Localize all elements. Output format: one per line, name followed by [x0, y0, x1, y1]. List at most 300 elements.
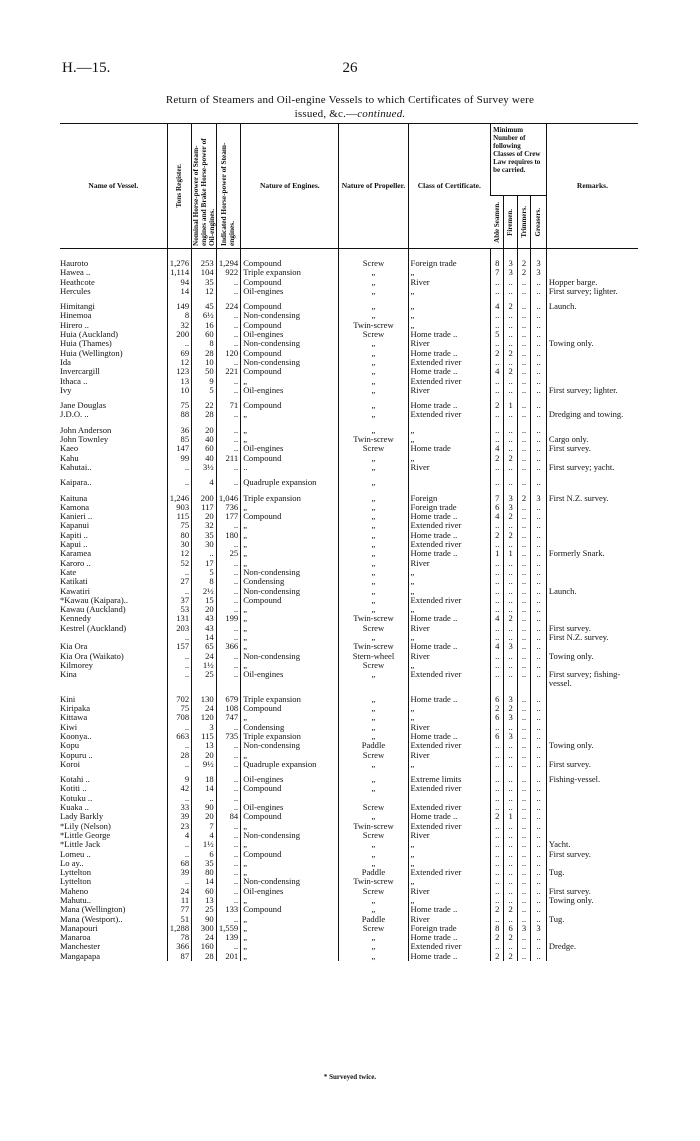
table-cell: „	[339, 377, 408, 386]
table-cell: ..	[531, 831, 547, 840]
table-cell: „	[408, 311, 491, 320]
table-body	[60, 249, 638, 962]
table-cell: Oil-engines	[241, 287, 339, 296]
table-cell: 157	[167, 642, 192, 651]
table-cell: ..	[216, 670, 241, 689]
table-cell: 199	[216, 614, 241, 623]
table-cell: Oil-engines	[241, 670, 339, 689]
table-cell: ..	[504, 661, 517, 670]
table-cell: 1,294	[216, 249, 241, 269]
table-row	[60, 624, 638, 633]
table-cell: ..	[531, 278, 547, 287]
table-cell: Kittawa	[60, 713, 88, 723]
table-cell: Towing only.	[546, 896, 638, 905]
table-cell	[546, 822, 638, 831]
table-cell: Hinemoa	[60, 311, 92, 321]
table-cell: „	[408, 713, 491, 722]
table-cell: 12	[167, 358, 192, 367]
table-cell	[546, 794, 638, 803]
table-cell	[546, 924, 638, 933]
table-cell: ..	[491, 358, 504, 367]
table-cell: ..	[531, 531, 547, 540]
table-cell: 1½	[192, 661, 217, 670]
table-cell: ..	[491, 751, 504, 760]
table-cell: Compound	[241, 401, 339, 410]
table-cell: 1	[504, 401, 517, 410]
table-cell: ..	[216, 596, 241, 605]
table-cell: ..	[491, 435, 504, 444]
table-cell: 45	[192, 302, 217, 311]
table-cell: „	[241, 713, 339, 722]
table-cell: First survey.	[546, 444, 638, 453]
table-cell: 2	[491, 401, 504, 410]
table-row	[60, 896, 638, 905]
table-cell: Manchester	[60, 942, 101, 952]
table-cell: 32	[167, 321, 192, 330]
table-cell	[546, 713, 638, 722]
table-cell: ..	[504, 287, 517, 296]
table-cell: „	[339, 784, 408, 793]
table-cell: 10	[192, 358, 217, 367]
table-cell: 43	[192, 624, 217, 633]
table-cell: Home trade ..	[408, 330, 491, 339]
table-cell: Non-condensing	[241, 831, 339, 840]
table-row	[60, 540, 638, 549]
table-cell: ..	[491, 723, 504, 732]
table-cell: River	[408, 559, 491, 568]
table-cell: Kapanui	[60, 521, 90, 531]
table-cell: ..	[517, 859, 530, 868]
table-cell: Kotiti ..	[60, 784, 87, 794]
table-cell: 6	[491, 732, 504, 741]
table-cell: *Little George	[60, 830, 111, 840]
table-cell: ..	[517, 713, 530, 722]
table-cell	[546, 605, 638, 614]
table-cell: „	[408, 859, 491, 868]
table-cell: ..	[504, 386, 517, 395]
table-cell: „	[241, 549, 339, 558]
table-cell: ..	[517, 549, 530, 558]
table-cell: 1½	[192, 840, 217, 849]
page-header	[62, 60, 638, 80]
table-cell: 2	[491, 531, 504, 540]
table-cell: ..	[167, 652, 192, 661]
table-cell: 3	[531, 494, 547, 503]
table-cell: Kotuku ..	[60, 793, 93, 803]
table-cell: ..	[216, 568, 241, 577]
table-cell: „	[339, 732, 408, 741]
table-cell: Formerly Snark.	[546, 549, 638, 558]
table-cell: 60	[192, 330, 217, 339]
table-cell: 12	[192, 287, 217, 296]
table-cell: Home trade	[408, 444, 491, 453]
table-cell	[546, 478, 638, 487]
table-cell: John Anderson	[60, 425, 112, 435]
table-cell: 3	[504, 503, 517, 512]
table-cell: ..	[531, 840, 547, 849]
table-cell: Non-condensing	[241, 587, 339, 596]
table-cell: ..	[531, 435, 547, 444]
table-cell: Hauroto	[60, 258, 89, 268]
table-cell: 6	[504, 924, 517, 933]
table-cell: 60	[192, 887, 217, 896]
table-cell: ..	[504, 568, 517, 577]
table-row	[60, 614, 638, 623]
table-cell: Non-condensing	[241, 877, 339, 886]
table-row	[60, 367, 638, 376]
table-cell: 3	[504, 732, 517, 741]
table-cell: First N.Z. survey.	[546, 633, 638, 642]
table-cell: ..	[216, 540, 241, 549]
table-cell: ..	[531, 661, 547, 670]
table-cell: 366	[216, 642, 241, 651]
table-cell: Kawatiri	[60, 586, 91, 596]
table-cell	[546, 732, 638, 741]
table-cell: 139	[216, 933, 241, 942]
table-cell: 39	[167, 812, 192, 821]
table-cell: ..	[517, 540, 530, 549]
table-cell: ..	[504, 887, 517, 896]
table-cell	[546, 358, 638, 367]
table-cell: Home trade ..	[408, 732, 491, 741]
table-cell: „	[408, 605, 491, 614]
table-cell: 108	[216, 704, 241, 713]
table-cell: 90	[192, 915, 217, 924]
table-cell: ..	[517, 463, 530, 472]
table-cell: „	[241, 933, 339, 942]
table-cell: „	[339, 521, 408, 530]
table-cell: ..	[517, 367, 530, 376]
table-cell: ..	[491, 568, 504, 577]
table-cell: 12	[167, 549, 192, 558]
table-cell: 180	[216, 531, 241, 540]
table-cell: „	[339, 302, 408, 311]
table-cell: „	[339, 905, 408, 914]
table-cell: ..	[167, 741, 192, 750]
table-cell: ..	[167, 850, 192, 859]
table-cell: ..	[517, 568, 530, 577]
table-cell: 94	[167, 278, 192, 287]
table-row	[60, 549, 638, 558]
table-row	[60, 463, 638, 472]
table-row	[60, 840, 638, 849]
table-cell: Kahutai..	[60, 462, 92, 472]
table-row	[60, 386, 638, 395]
table-cell: „	[241, 859, 339, 868]
table-cell: 28	[192, 952, 217, 961]
table-cell: ..	[504, 896, 517, 905]
table-cell: ..	[531, 339, 547, 348]
table-cell: 28	[167, 751, 192, 760]
col-name: Name of Vessel.	[60, 124, 167, 249]
table-cell: Home trade ..	[408, 349, 491, 358]
table-cell: ..	[517, 349, 530, 358]
table-cell: ..	[504, 463, 517, 472]
table-cell: Kapiti ..	[60, 530, 88, 540]
table-cell: Fishing-vessel.	[546, 775, 638, 784]
table-cell: Kuaka ..	[60, 803, 89, 813]
table-cell: Non-condensing	[241, 358, 339, 367]
table-cell: ..	[531, 760, 547, 769]
table-cell: ..	[517, 695, 530, 704]
table-cell: ..	[517, 840, 530, 849]
table-cell: ..	[531, 386, 547, 395]
table-cell: ..	[531, 311, 547, 320]
table-cell: ..	[517, 751, 530, 760]
table-cell: 149	[167, 302, 192, 311]
table-cell: River	[408, 915, 491, 924]
table-cell: Karamea	[60, 549, 92, 559]
table-cell: ..	[216, 896, 241, 905]
col-propeller: Nature of Propeller.	[339, 124, 408, 249]
table-cell: 3	[531, 268, 547, 277]
table-row	[60, 559, 638, 568]
table-cell: 1	[491, 549, 504, 558]
table-row	[60, 812, 638, 821]
table-cell: Kaeo	[60, 444, 79, 454]
table-cell: 2	[491, 905, 504, 914]
table-cell: Koonya..	[60, 731, 92, 741]
table-cell: 1,114	[167, 268, 192, 277]
table-cell: 43	[192, 614, 217, 623]
table-cell: ..	[531, 426, 547, 435]
table-cell: ..	[491, 822, 504, 831]
table-cell: ..	[531, 540, 547, 549]
table-cell	[546, 531, 638, 540]
table-cell: ..	[504, 723, 517, 732]
table-cell: ..	[167, 760, 192, 769]
table-cell: 224	[216, 302, 241, 311]
table-cell: J.D.O. ..	[60, 410, 89, 420]
table-cell: Compound	[241, 249, 339, 269]
table-cell: Koroi	[60, 759, 81, 769]
table-cell: ..	[216, 444, 241, 453]
table-cell: ..	[531, 670, 547, 689]
table-cell: ..	[504, 587, 517, 596]
table-cell: „	[241, 521, 339, 530]
table-cell: ..	[216, 775, 241, 784]
table-cell	[546, 512, 638, 521]
table-cell: „	[339, 723, 408, 732]
table-cell: ..	[531, 614, 547, 623]
table-row	[60, 349, 638, 358]
table-cell: „	[339, 775, 408, 784]
table-cell: ..	[167, 633, 192, 642]
table-cell: 221	[216, 367, 241, 376]
table-cell: ..	[517, 812, 530, 821]
table-cell: ..	[491, 670, 504, 689]
table-cell: „	[339, 942, 408, 951]
title-continued: continued.	[357, 108, 406, 120]
table-cell: Extended river	[408, 596, 491, 605]
table-cell: ..	[517, 426, 530, 435]
table-row	[60, 887, 638, 896]
table-cell: „	[339, 512, 408, 521]
table-cell: 679	[216, 695, 241, 704]
table-cell: Extended river	[408, 410, 491, 419]
table-cell: ..	[517, 868, 530, 877]
table-cell: ..	[517, 887, 530, 896]
table-cell: Kaituna	[60, 493, 88, 503]
table-cell: ..	[504, 577, 517, 586]
table-cell: ..	[517, 614, 530, 623]
table-cell: Extended river	[408, 670, 491, 689]
table-row	[60, 803, 638, 812]
table-cell: ..	[531, 850, 547, 859]
table-cell: Twin-screw	[339, 822, 408, 831]
table-cell	[546, 614, 638, 623]
table-cell: ..	[517, 831, 530, 840]
table-cell: 24	[192, 704, 217, 713]
table-cell: Dredging and towing.	[546, 410, 638, 419]
table-cell: ..	[504, 540, 517, 549]
table-cell: ..	[531, 596, 547, 605]
table-row	[60, 859, 638, 868]
table-cell: ..	[491, 794, 504, 803]
table-cell: Extended river	[408, 942, 491, 951]
table-cell: ..	[504, 559, 517, 568]
table-cell: 2	[491, 952, 504, 961]
table-cell: „	[339, 503, 408, 512]
table-cell: ..	[216, 723, 241, 732]
table-cell: ..	[216, 794, 241, 803]
table-cell	[546, 521, 638, 530]
table-cell: 1	[504, 812, 517, 821]
table-cell	[241, 794, 339, 803]
table-cell: ..	[491, 410, 504, 419]
table-cell: 33	[167, 803, 192, 812]
table-cell: First survey.	[546, 850, 638, 859]
table-cell: ..	[531, 732, 547, 741]
table-cell: 14	[167, 287, 192, 296]
table-cell: Towing only.	[546, 652, 638, 661]
table-cell: ..	[531, 444, 547, 453]
table-cell: ..	[167, 670, 192, 689]
table-cell: 3	[531, 924, 547, 933]
table-cell	[546, 321, 638, 330]
table-cell: *Kawau (Kaipara)..	[60, 595, 128, 605]
table-cell: „	[339, 704, 408, 713]
table-cell: 7	[491, 494, 504, 503]
table-cell	[546, 704, 638, 713]
table-cell: Invercargill	[60, 367, 100, 377]
table-cell: ..	[504, 521, 517, 530]
table-cell: ..	[491, 896, 504, 905]
table-cell: ..	[517, 942, 530, 951]
table-cell: 10	[167, 386, 192, 395]
table-cell: ..	[531, 915, 547, 924]
table-cell: ..	[216, 859, 241, 868]
table-cell: ..	[531, 642, 547, 651]
vessel-table	[60, 123, 638, 961]
table-cell: ..	[531, 521, 547, 530]
table-cell: 2½	[192, 587, 217, 596]
table-cell: ..	[531, 624, 547, 633]
table-cell: ..	[517, 915, 530, 924]
table-row	[60, 577, 638, 586]
table-cell: 32	[192, 521, 217, 530]
table-cell: 15	[192, 596, 217, 605]
table-cell: Home trade ..	[408, 642, 491, 651]
table-cell: Home trade ..	[408, 367, 491, 376]
table-cell: Twin-screw	[339, 877, 408, 886]
table-cell: 4	[167, 831, 192, 840]
table-cell: „	[339, 339, 408, 348]
table-cell: Extended river	[408, 822, 491, 831]
table-cell: ..	[504, 358, 517, 367]
table-cell: ..	[216, 633, 241, 642]
table-cell: ..	[531, 454, 547, 463]
table-cell: Launch.	[546, 587, 638, 596]
table-cell: ..	[167, 840, 192, 849]
table-cell: ..	[216, 587, 241, 596]
table-cell: „	[241, 633, 339, 642]
table-cell: Compound	[241, 596, 339, 605]
col-certificate: Class of Certificate.	[408, 124, 491, 249]
table-cell: 16	[192, 321, 217, 330]
table-cell: Mahutu..	[60, 896, 92, 905]
table-cell: ..	[216, 463, 241, 472]
table-cell: Kaipara..	[60, 478, 92, 488]
table-cell: 5	[192, 568, 217, 577]
table-cell: 68	[167, 859, 192, 868]
table-cell: Compound	[241, 278, 339, 287]
table-cell: ..	[517, 311, 530, 320]
table-cell: 50	[192, 367, 217, 376]
table-row	[60, 410, 638, 419]
table-cell: ..	[504, 942, 517, 951]
table-cell: 35	[192, 859, 217, 868]
title-line-2-text: issued, &c.—	[294, 108, 358, 120]
table-row	[60, 605, 638, 614]
table-cell: „	[408, 568, 491, 577]
table-cell: ..	[531, 896, 547, 905]
table-cell: ..	[504, 435, 517, 444]
table-cell: 14	[192, 633, 217, 642]
table-cell: ..	[517, 512, 530, 521]
table-cell: ..	[531, 302, 547, 311]
table-cell: 663	[167, 732, 192, 741]
table-cell: ..	[531, 463, 547, 472]
table-row	[60, 915, 638, 924]
table-cell: ..	[504, 339, 517, 348]
table-cell: ..	[504, 624, 517, 633]
table-cell: Hopper barge.	[546, 278, 638, 287]
table-cell: ..	[531, 877, 547, 886]
table-cell	[546, 268, 638, 277]
table-cell: Tug.	[546, 915, 638, 924]
table-cell: River	[408, 624, 491, 633]
table-cell: Kini	[60, 694, 76, 704]
table-cell: Extended river	[408, 358, 491, 367]
table-cell: „	[241, 531, 339, 540]
table-cell: „	[408, 587, 491, 596]
table-cell: Extended river	[408, 868, 491, 877]
table-cell: ..	[531, 723, 547, 732]
table-cell: Kapui ..	[60, 540, 88, 550]
table-cell: ..	[517, 803, 530, 812]
table-cell: 3	[504, 268, 517, 277]
table-cell: ..	[517, 905, 530, 914]
table-cell: Kilmorey	[60, 660, 93, 670]
table-cell: Paddle	[339, 741, 408, 750]
table-cell: ..	[531, 549, 547, 558]
table-cell: ..	[504, 859, 517, 868]
table-cell: ..	[517, 741, 530, 750]
table-cell: ..	[167, 463, 192, 472]
table-cell: „	[408, 850, 491, 859]
table-cell: 1,288	[167, 924, 192, 933]
